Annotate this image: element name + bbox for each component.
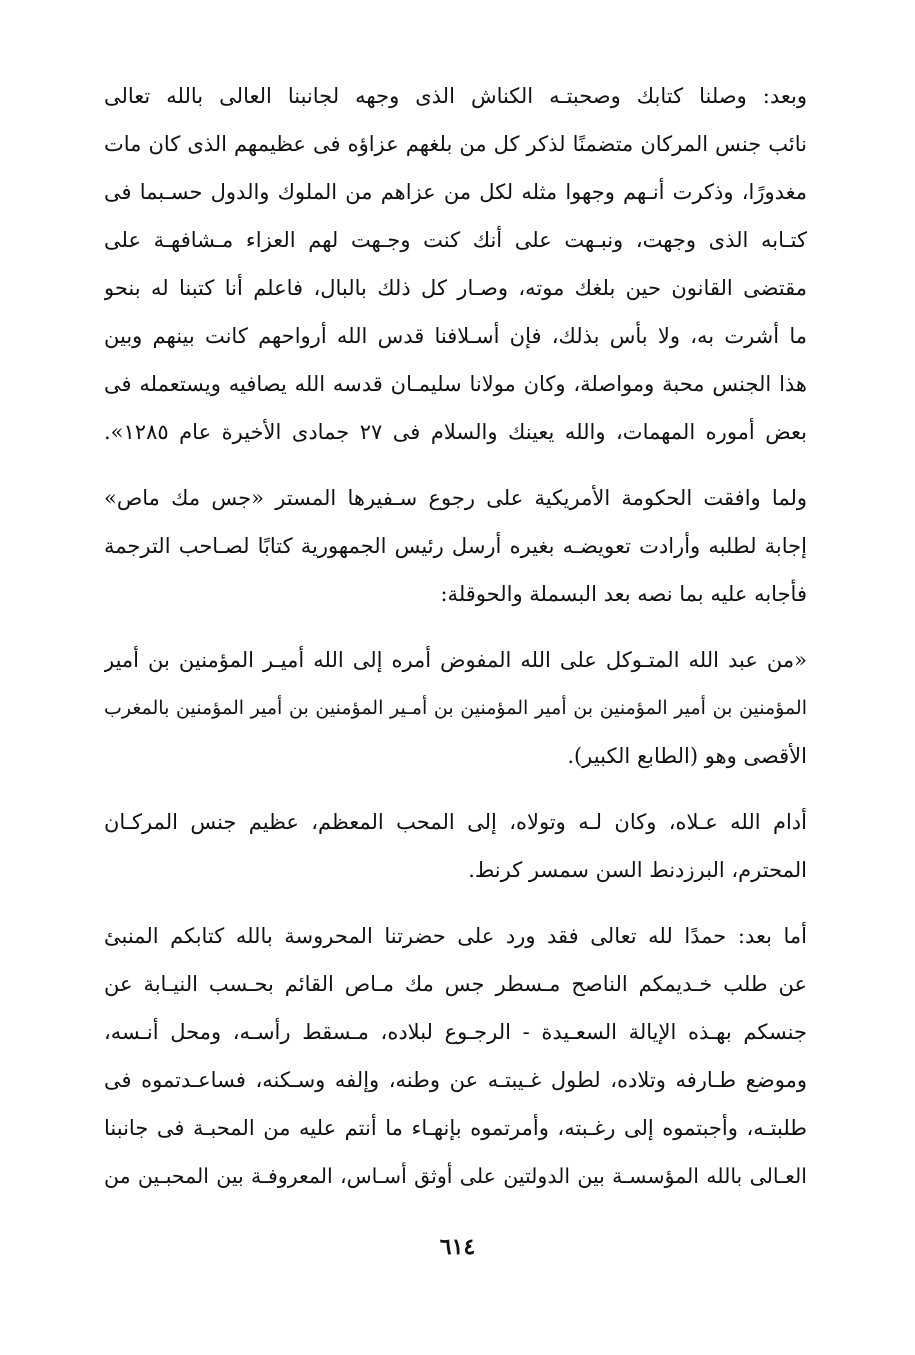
text-line: جنسكم بهـذه الإيالة السعـيدة - الرجـوع لبلاده، مـسقط رأسـه، ومحل أنـسه، xyxy=(104,1020,807,1044)
text-line: المحترم، البرزدنط السن سمسر كرنط. xyxy=(468,858,807,882)
text-line: عن طلب خـديمكم الناصح مـسطر جس مك مـاص القائم بحـسب النيـابة عن xyxy=(104,972,807,996)
paragraph-1 xyxy=(104,72,807,456)
text-line: مقتضى القانون حين بلغك موته، وصـار كل ذلك بالبال، فاعلم أنا كتبنا له بنحو xyxy=(104,276,807,300)
text-line: وموضع طـارفه وتلاده، لطول غـيبتـه عن وطنه، وإلفه وسـكنه، فساعـدتموه فى xyxy=(104,1068,807,1092)
text-line: هذا الجنس محبة ومواصلة، وكان مولانا سليمـان قدسه الله يصافيه ويستعمله فى xyxy=(104,372,807,396)
paragraph-2 xyxy=(104,474,807,618)
text-line: أما بعد: حمدًا لله تعالى فقد ورد على حضرتنا المحروسة بالله كتابكم المنبئ xyxy=(104,924,807,948)
text-line: إجابة لطلبه وأرادت تعويضـه بغيره أرسل رئيس الجمهورية كتابًا لصـاحب الترجمة xyxy=(104,534,807,558)
text-line: ما أشرت به، ولا بأس بذلك، فإن أسـلافنا قدس الله أرواحهم كانت بينهم وبين xyxy=(104,324,807,348)
text-line: بعض أموره المهمات، والله يعينك والسلام فى ٢٧ جمادى الأخيرة عام ١٢٨٥». xyxy=(104,420,807,444)
text-line: العـالى بالله المؤسسـة بين الدولتين على أوثق أسـاس، المعروفـة بين المحبـين من xyxy=(104,1164,807,1188)
text-line: «من عبد الله المتـوكل على الله المفوض أمره إلى الله أميـر المؤمنين بن أمير xyxy=(104,648,807,672)
text-line: مغدورًا، وذكرت أنـهم وجهوا مثله لكل من عزاهم من الملوك والدول حسـبما فى xyxy=(104,180,807,204)
text-line: وبعد: وصلنا كتابك وصحبتـه الكناش الذى وجهه لجانبنا العالى بالله تعالى xyxy=(104,84,807,108)
text-line: ولما وافقت الحكومة الأمريكية على رجوع سـفيرها المستر «جس مك ماص» xyxy=(104,486,807,510)
text-line: أدام الله عـلاه، وكان لـه وتولاه، إلى المحب المعظم، عظيم جنس المركـان xyxy=(104,810,807,834)
page-number: ٦١٤ xyxy=(439,1234,476,1260)
text-line: فأجابه عليه بما نصه بعد البسملة والحوقلة: xyxy=(440,582,807,606)
paragraph-4 xyxy=(104,798,807,894)
text-line: المؤمنين بن أمير المؤمنين بن أمير المؤمنين بن أمـير المؤمنين بن أمير المؤمنين بالمغرب xyxy=(104,697,807,719)
text-line: كتـابه الذى وجهت، ونبـهت على أنك كنت وجـهت لهم العزاء مـشافهـة على xyxy=(104,228,807,252)
text-line: طلبتـه، وأجبتموه إلى رغـبته، وأمرتموه بإنهـاء ما أنتم عليه من المحبـة فى جانبنا xyxy=(104,1116,807,1140)
paragraph-3 xyxy=(104,636,807,780)
text-line: نائب جنس المركان متضمنًا لذكر كل من بلغهم عزاؤه فى عظيمهم الذى كان مات xyxy=(104,132,807,156)
page-body xyxy=(104,72,807,1218)
text-line: الأقصى وهو (الطابع الكبير). xyxy=(567,744,807,768)
paragraph-5 xyxy=(104,912,807,1200)
